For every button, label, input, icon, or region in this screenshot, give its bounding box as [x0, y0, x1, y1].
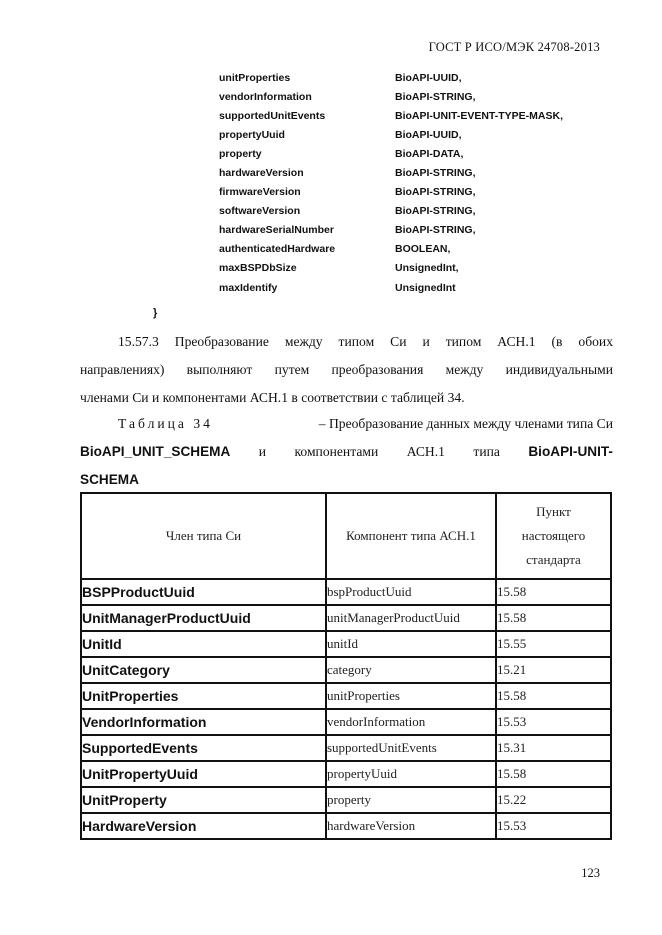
- clause-cell: 15.58: [496, 683, 611, 709]
- asn-field-name: firmwareVersion: [219, 186, 301, 199]
- asn-component-cell: property: [326, 787, 496, 813]
- clause-cell: 15.21: [496, 657, 611, 683]
- asn-definition-block: [219, 68, 619, 297]
- page-number: 123: [581, 866, 600, 880]
- table-row: [81, 709, 611, 735]
- asn-field-name: vendorInformation: [219, 90, 312, 103]
- header-clause-line: Пункт: [536, 504, 571, 519]
- asn-field-type: BOOLEAN,: [395, 243, 451, 256]
- clause-cell: 15.58: [496, 761, 611, 787]
- asn-field-name: authenticatedHardware: [219, 243, 336, 256]
- asn-field-type: BioAPI-UUID,: [395, 128, 462, 141]
- asn-component-cell: bspProductUuid: [326, 579, 496, 605]
- asn-field-name: hardwareSerialNumber: [219, 224, 334, 237]
- table-row: [81, 605, 611, 631]
- table-row: [81, 813, 611, 839]
- asn-field-type: BioAPI-STRING,: [395, 167, 476, 180]
- asn-row: [219, 240, 619, 259]
- asn-field-name: maxBSPDbSize: [219, 262, 297, 275]
- caption-word: АСН.1: [406, 444, 445, 459]
- clause-cell: 15.31: [496, 735, 611, 761]
- asn-field-type: UnsignedInt: [395, 281, 456, 294]
- asn-field-type: BioAPI-STRING,: [395, 90, 476, 103]
- asn-field-type: BioAPI-STRING,: [395, 186, 476, 199]
- clause-cell: 15.53: [496, 813, 611, 839]
- header-clause-line: настоящего: [521, 528, 586, 543]
- asn-row: [219, 125, 619, 144]
- asn-field-name: propertyUuid: [219, 128, 285, 141]
- clause-cell: 15.22: [496, 787, 611, 813]
- asn-component-cell: propertyUuid: [326, 761, 496, 787]
- asn-row: [219, 278, 619, 297]
- asn-field-name: unitProperties: [219, 71, 291, 84]
- asn-field-name: hardwareVersion: [219, 167, 304, 180]
- clause-cell: 15.53: [496, 709, 611, 735]
- table-row: [81, 579, 611, 605]
- c-member-cell: VendorInformation: [81, 709, 326, 735]
- asn-field-type: BioAPI-UNIT-EVENT-TYPE-MASK,: [395, 109, 564, 122]
- table-row: [81, 683, 611, 709]
- table-label: Таблица 34: [118, 416, 213, 431]
- table-caption: [80, 410, 613, 494]
- header-clause: [496, 493, 611, 579]
- conversion-table: [80, 492, 612, 840]
- table-row: [81, 761, 611, 787]
- closing-brace: }: [153, 307, 158, 319]
- asn-row: [219, 259, 619, 278]
- asn-row: [219, 202, 619, 221]
- asn-field-type: UnsignedInt,: [395, 262, 459, 275]
- asn-type-name-continued: SCHEMA: [80, 472, 139, 487]
- asn-field-type: BioAPI-DATA,: [395, 147, 464, 160]
- paragraph-line: 15.57.3 Преобразование между типом Си и типом АСН.1 (в обоих: [118, 334, 613, 349]
- header-c-member: Член типа Си: [81, 493, 326, 579]
- c-member-cell: UnitProperty: [81, 787, 326, 813]
- c-member-cell: HardwareVersion: [81, 813, 326, 839]
- asn-component-cell: vendorInformation: [326, 709, 496, 735]
- header-asn-component: Компонент типа АСН.1: [326, 493, 496, 579]
- clause-cell: 15.58: [496, 605, 611, 631]
- table-header-row: [81, 493, 611, 579]
- c-member-cell: UnitPropertyUuid: [81, 761, 326, 787]
- asn-field-type: BioAPI-STRING,: [395, 224, 476, 237]
- c-member-cell: UnitId: [81, 631, 326, 657]
- asn-field-name: property: [219, 147, 262, 160]
- asn-row: [219, 68, 619, 87]
- asn-row: [219, 163, 619, 182]
- paragraph-line: членами Си и компонентами АСН.1 в соответствии с таблицей 34.: [80, 390, 465, 405]
- asn-field-name: maxIdentify: [219, 281, 278, 294]
- c-member-cell: UnitManagerProductUuid: [81, 605, 326, 631]
- asn-type-name: BioAPI-UNIT-: [528, 444, 613, 459]
- caption-word: типа: [473, 444, 500, 459]
- table-row: [81, 657, 611, 683]
- asn-row: [219, 87, 619, 106]
- caption-word: и: [258, 444, 267, 459]
- asn-component-cell: unitId: [326, 631, 496, 657]
- clause-cell: 15.55: [496, 631, 611, 657]
- c-member-cell: SupportedEvents: [81, 735, 326, 761]
- asn-component-cell: hardwareVersion: [326, 813, 496, 839]
- c-member-cell: UnitCategory: [81, 657, 326, 683]
- asn-row: [219, 221, 619, 240]
- clause-cell: 15.58: [496, 579, 611, 605]
- asn-field-type: BioAPI-UUID,: [395, 71, 462, 84]
- asn-component-cell: supportedUnitEvents: [326, 735, 496, 761]
- asn-field-name: supportedUnitEvents: [219, 109, 326, 122]
- caption-line: [80, 466, 613, 494]
- table-row: [81, 735, 611, 761]
- header-clause-line: стандарта: [526, 552, 581, 567]
- c-member-cell: BSPProductUuid: [81, 579, 326, 605]
- caption-text: – Преобразование данных между членами типа Си: [318, 416, 613, 431]
- table-row: [81, 787, 611, 813]
- c-member-cell: UnitProperties: [81, 683, 326, 709]
- page-header: ГОСТ Р ИСО/МЭК 24708-2013: [428, 40, 600, 54]
- table-row: [81, 631, 611, 657]
- asn-field-name: softwareVersion: [219, 205, 301, 218]
- asn-component-cell: unitProperties: [326, 683, 496, 709]
- asn-row: [219, 106, 619, 125]
- c-type-name: BioAPI_UNIT_SCHEMA: [80, 444, 231, 459]
- paragraph-line: направлениях) выполняют путем преобразования между индивидуальными: [80, 362, 613, 377]
- asn-field-type: BioAPI-STRING,: [395, 205, 476, 218]
- asn-component-cell: unitManagerProductUuid: [326, 605, 496, 631]
- body-paragraph: [80, 328, 613, 412]
- asn-row: [219, 144, 619, 163]
- caption-line: [80, 438, 613, 466]
- caption-word: компонентами: [294, 444, 379, 459]
- caption-line: [80, 410, 613, 438]
- asn-component-cell: category: [326, 657, 496, 683]
- asn-row: [219, 183, 619, 202]
